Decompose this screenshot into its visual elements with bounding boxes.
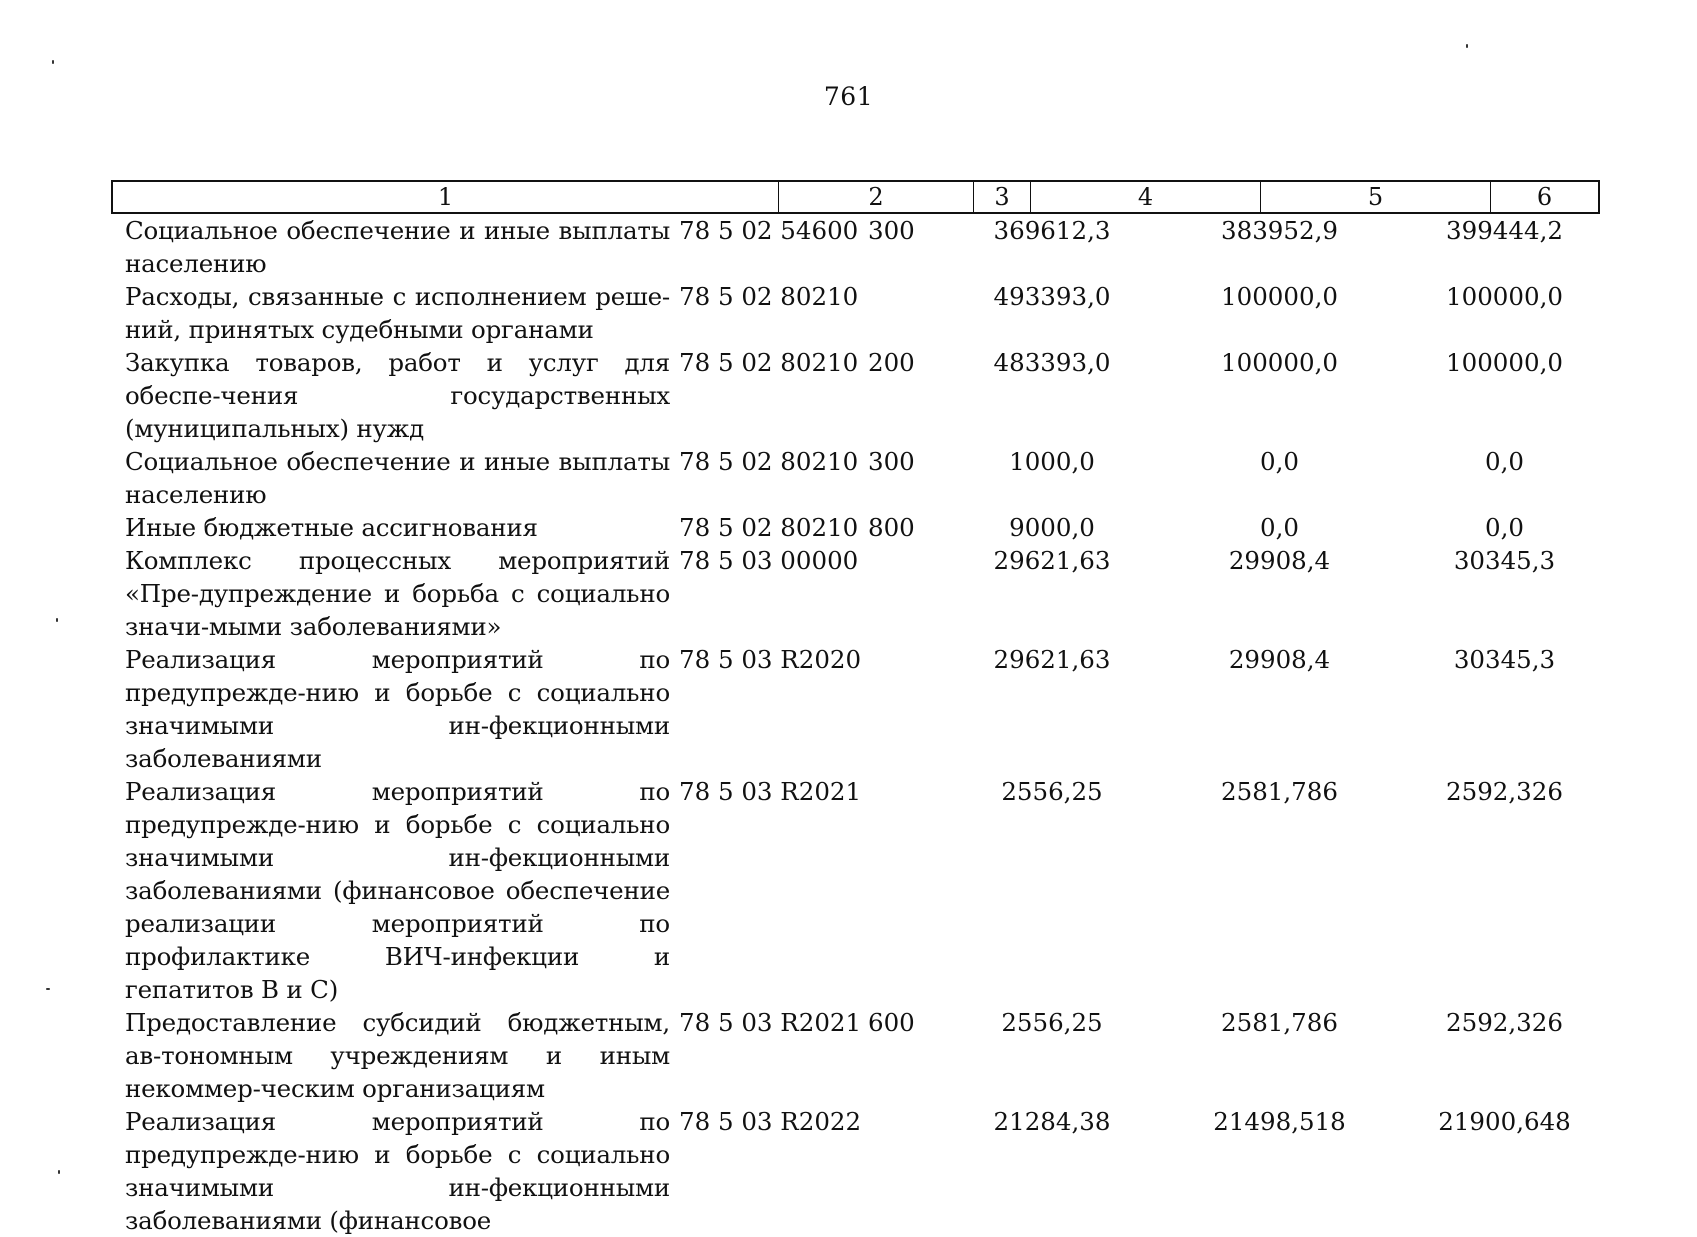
row-value-5: 29908,4 bbox=[1228, 546, 1331, 575]
column-header-4: 4 bbox=[1031, 182, 1261, 212]
column-header-2: 2 bbox=[779, 182, 974, 212]
row-value-5: 100000,0 bbox=[1221, 348, 1338, 377]
table-row bbox=[111, 775, 1600, 1006]
row-name: Предоставление субсидий бюджетным, ав-тономным учреждениям и иным некоммер-ческим организациям bbox=[125, 1008, 670, 1103]
column-header-6: 6 bbox=[1536, 183, 1553, 211]
row-value-6: 30345,3 bbox=[1453, 645, 1556, 674]
row-code: 78 5 03 R2021 bbox=[679, 777, 862, 806]
row-value-4: 2556,25 bbox=[1001, 1008, 1103, 1037]
row-name: Социальное обеспечение и иные выплаты населению bbox=[125, 216, 670, 278]
column-header-5: 5 bbox=[1261, 182, 1491, 212]
row-code: 78 5 02 80210 bbox=[679, 348, 859, 377]
row-value-6: 30345,3 bbox=[1453, 546, 1556, 575]
row-code: 78 5 03 R2021 bbox=[679, 1008, 862, 1037]
row-type: 300 bbox=[868, 447, 915, 476]
row-code: 78 5 03 00000 bbox=[679, 546, 859, 575]
row-value-6: 0,0 bbox=[1485, 513, 1524, 542]
row-name: Комплекс процессных мероприятий «Пре-дупреждение и борьба с социально значи-мыми заболеваниями» bbox=[125, 546, 670, 641]
scan-speck bbox=[52, 60, 54, 64]
row-value-6: 2592,326 bbox=[1446, 1008, 1563, 1037]
row-code: 78 5 03 R2020 bbox=[679, 645, 862, 674]
row-name: Реализация мероприятий по предупрежде-нию и борьбе с социально значимыми ин-фекционными заболеваниями (финансовое обеспечение реализации мероприятий по профилактике ВИЧ-инфекции и гепатитов В и С) bbox=[125, 777, 670, 1004]
table-row bbox=[111, 1105, 1600, 1237]
row-value-6: 2592,326 bbox=[1446, 777, 1563, 806]
row-value-5: 0,0 bbox=[1260, 513, 1299, 542]
row-name: Социальное обеспечение и иные выплаты населению bbox=[125, 447, 670, 509]
table-row bbox=[111, 511, 1600, 544]
table-row bbox=[111, 544, 1600, 643]
row-value-6: 0,0 bbox=[1485, 447, 1524, 476]
row-value-4: 29621,63 bbox=[993, 645, 1111, 674]
column-header-1: 1 bbox=[113, 182, 779, 212]
row-type: 600 bbox=[868, 1008, 915, 1037]
row-name: Иные бюджетные ассигнования bbox=[125, 513, 538, 542]
table-row bbox=[111, 214, 1600, 280]
scan-speck bbox=[58, 1170, 60, 1174]
scan-speck bbox=[56, 618, 58, 622]
row-value-5: 2581,786 bbox=[1221, 1008, 1338, 1037]
row-value-6: 100000,0 bbox=[1446, 282, 1563, 311]
row-value-5: 2581,786 bbox=[1221, 777, 1338, 806]
row-value-4: 2556,25 bbox=[1001, 777, 1103, 806]
row-value-5: 383952,9 bbox=[1221, 216, 1338, 245]
row-code: 78 5 02 80210 bbox=[679, 513, 859, 542]
scan-speck bbox=[46, 988, 50, 990]
table-body bbox=[111, 214, 1600, 1237]
row-value-6: 399444,2 bbox=[1446, 216, 1563, 245]
table-row bbox=[111, 346, 1600, 445]
row-value-6: 21900,648 bbox=[1438, 1107, 1571, 1136]
row-value-6: 100000,0 bbox=[1446, 348, 1563, 377]
row-name: Закупка товаров, работ и услуг для обеспе-чения государственных (муниципальных) нужд bbox=[125, 348, 670, 443]
row-name: Реализация мероприятий по предупрежде-нию и борьбе с социально значимыми ин-фекционными заболеваниями bbox=[125, 645, 670, 773]
table-row bbox=[111, 280, 1600, 346]
row-value-5: 100000,0 bbox=[1221, 282, 1338, 311]
row-type: 300 bbox=[868, 216, 915, 245]
page-number: 761 bbox=[823, 82, 874, 111]
row-value-4: 369612,3 bbox=[993, 216, 1111, 245]
table-row bbox=[111, 1006, 1600, 1105]
row-value-5: 29908,4 bbox=[1228, 645, 1331, 674]
row-type: 800 bbox=[868, 513, 915, 542]
row-value-4: 21284,38 bbox=[993, 1107, 1111, 1136]
row-type: 200 bbox=[868, 348, 915, 377]
row-code: 78 5 02 80210 bbox=[679, 447, 859, 476]
column-header-3: 3 bbox=[974, 182, 1031, 212]
row-value-4: 1000,0 bbox=[1009, 447, 1095, 476]
row-value-4: 29621,63 bbox=[993, 546, 1111, 575]
row-name: Реализация мероприятий по предупрежде-нию и борьбе с социально значимыми ин-фекционными заболеваниями (финансовое bbox=[125, 1107, 670, 1235]
scan-speck bbox=[1466, 44, 1468, 48]
table-header bbox=[111, 180, 1600, 214]
row-value-4: 493393,0 bbox=[993, 282, 1111, 311]
row-value-5: 21498,518 bbox=[1213, 1107, 1346, 1136]
row-code: 78 5 03 R2022 bbox=[679, 1107, 862, 1136]
row-value-4: 9000,0 bbox=[1009, 513, 1095, 542]
row-value-4: 483393,0 bbox=[993, 348, 1111, 377]
row-code: 78 5 02 54600 bbox=[679, 216, 859, 245]
row-name: Расходы, связанные с исполнением реше-ний, принятых судебными органами bbox=[125, 282, 670, 344]
table-row bbox=[111, 643, 1600, 775]
row-value-5: 0,0 bbox=[1260, 447, 1299, 476]
row-code: 78 5 02 80210 bbox=[679, 282, 859, 311]
table-row bbox=[111, 445, 1600, 511]
